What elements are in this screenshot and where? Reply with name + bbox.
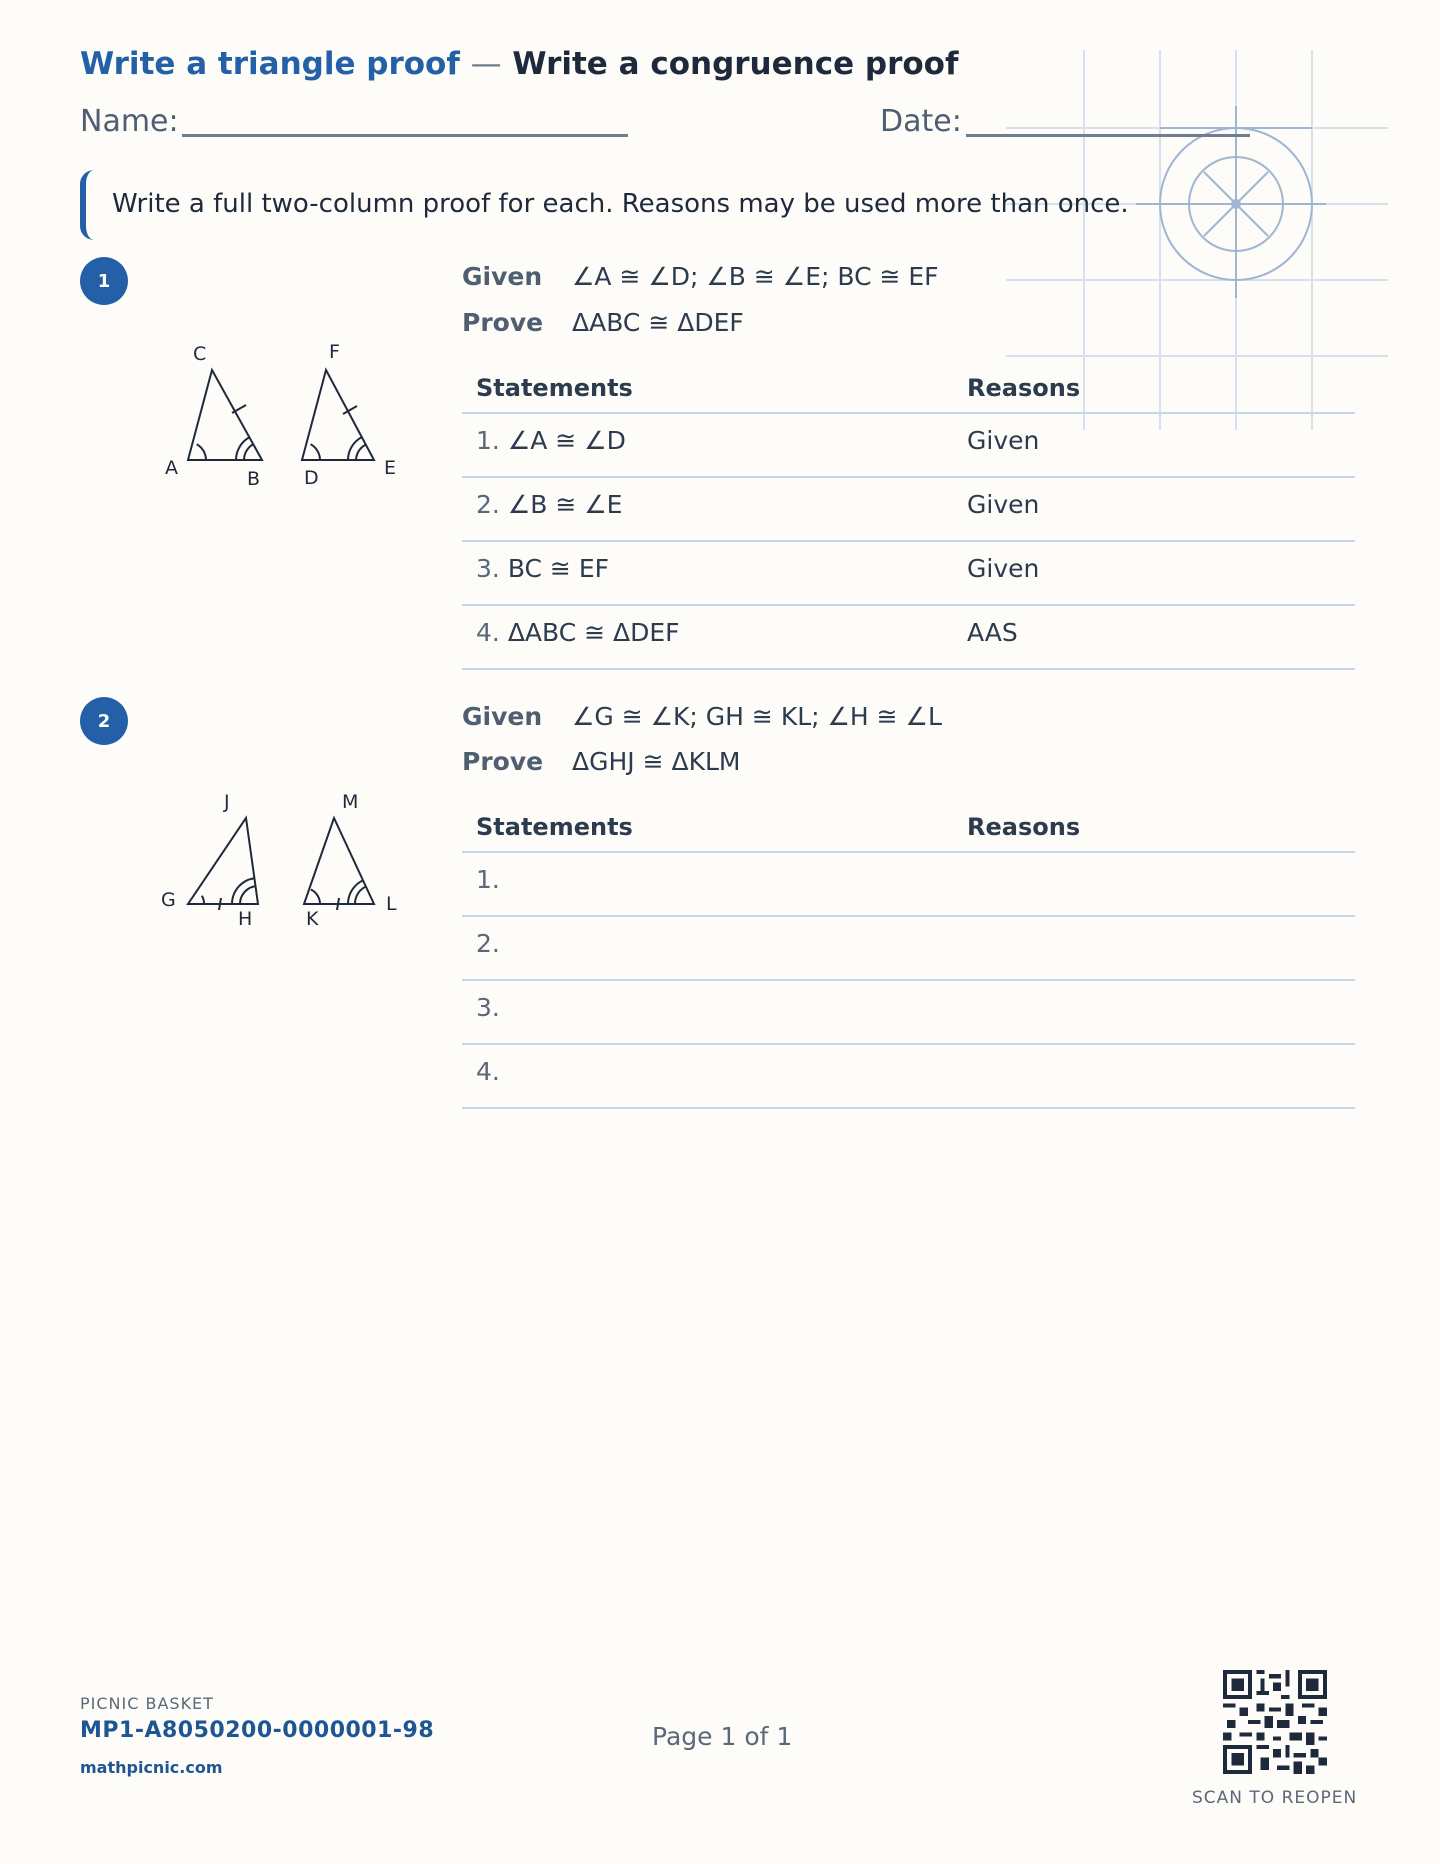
triangle-figure-2 xyxy=(150,780,420,950)
statement-cell: 4. ΔABC ≅ ΔDEF xyxy=(476,618,680,647)
prove-text: ΔABC ≅ ΔDEF xyxy=(572,308,744,337)
proof-table-header xyxy=(462,803,1355,853)
statements-header: Statements xyxy=(476,374,633,402)
vertex-label-G: G xyxy=(161,889,176,911)
reason-cell: Given xyxy=(967,426,1040,455)
reason-cell: Given xyxy=(967,490,1040,519)
vertex-label-J: J xyxy=(224,791,230,813)
title-separator: — xyxy=(470,46,502,82)
statement-cell[interactable]: 4. xyxy=(476,1057,500,1086)
prove-label: Prove xyxy=(462,747,544,776)
proof-row[interactable] xyxy=(462,981,1355,1045)
problem-number-badge: 1 xyxy=(80,257,128,305)
vertex-label-A: A xyxy=(165,457,178,479)
instruction-bracket xyxy=(80,170,96,240)
date-field[interactable] xyxy=(880,104,1250,139)
statement-cell[interactable]: 1. xyxy=(476,865,500,894)
worksheet-code: MP1-A8050200-0000001-98 xyxy=(80,1718,435,1743)
vertex-label-C: C xyxy=(193,343,207,365)
page-number: Page 1 of 1 xyxy=(652,1722,793,1751)
prove-label: Prove xyxy=(462,308,544,337)
brand-label: PICNIC BASKET xyxy=(80,1694,214,1713)
vertex-label-F: F xyxy=(329,341,340,363)
vertex-label-H: H xyxy=(238,908,253,930)
prove-line-2 xyxy=(462,747,740,776)
vertex-label-K: K xyxy=(306,908,319,930)
reason-cell: Given xyxy=(967,554,1040,583)
vertex-label-D: D xyxy=(304,467,319,489)
worksheet-title xyxy=(80,46,958,82)
statement-cell: 3. BC ≅ EF xyxy=(476,554,609,583)
name-field[interactable] xyxy=(80,104,640,139)
proof-row[interactable] xyxy=(462,853,1355,917)
reasons-header: Reasons xyxy=(967,374,1081,402)
statement-cell[interactable]: 2. xyxy=(476,929,500,958)
given-label: Given xyxy=(462,262,543,291)
name-label: Name: xyxy=(80,104,179,139)
scan-label: SCAN TO REOPEN xyxy=(1192,1788,1358,1808)
proof-row[interactable] xyxy=(462,606,1355,670)
prove-text: ΔGHJ ≅ ΔKLM xyxy=(572,747,741,776)
date-line xyxy=(966,134,1250,137)
triangle-figure-1 xyxy=(150,330,420,500)
proof-row[interactable] xyxy=(462,542,1355,606)
given-line-1 xyxy=(462,262,939,291)
site-link[interactable]: mathpicnic.com xyxy=(80,1758,223,1777)
subtitle: Write a congruence proof xyxy=(512,46,959,82)
vertex-label-M: M xyxy=(342,791,359,813)
proof-row[interactable] xyxy=(462,917,1355,981)
reasons-header: Reasons xyxy=(967,813,1081,841)
prove-line-1 xyxy=(462,308,744,337)
vertex-label-E: E xyxy=(384,457,397,479)
proof-table-1 xyxy=(462,364,1355,670)
proof-table-header xyxy=(462,364,1355,414)
statement-cell: 1. ∠A ≅ ∠D xyxy=(476,426,626,455)
statement-cell: 2. ∠B ≅ ∠E xyxy=(476,490,623,519)
given-line-2 xyxy=(462,702,942,731)
problem-number-badge: 2 xyxy=(80,697,128,745)
given-label: Given xyxy=(462,702,543,731)
name-line xyxy=(182,134,628,137)
given-text: ∠A ≅ ∠D; ∠B ≅ ∠E; BC ≅ EF xyxy=(572,262,939,291)
proof-row[interactable] xyxy=(462,478,1355,542)
reason-cell: AAS xyxy=(967,618,1018,647)
proof-row[interactable] xyxy=(462,414,1355,478)
proof-table-2 xyxy=(462,803,1355,1109)
topic-title: Write a triangle proof xyxy=(80,46,460,82)
statement-cell[interactable]: 3. xyxy=(476,993,500,1022)
vertex-label-B: B xyxy=(247,468,261,490)
qr-code[interactable] xyxy=(1223,1670,1327,1774)
vertex-label-L: L xyxy=(386,893,397,915)
proof-row[interactable] xyxy=(462,1045,1355,1109)
given-text: ∠G ≅ ∠K; GH ≅ KL; ∠H ≅ ∠L xyxy=(572,702,942,731)
date-label: Date: xyxy=(880,104,962,139)
statements-header: Statements xyxy=(476,813,633,841)
instructions: Write a full two-column proof for each. Reasons may be used more than once. xyxy=(112,189,1129,219)
